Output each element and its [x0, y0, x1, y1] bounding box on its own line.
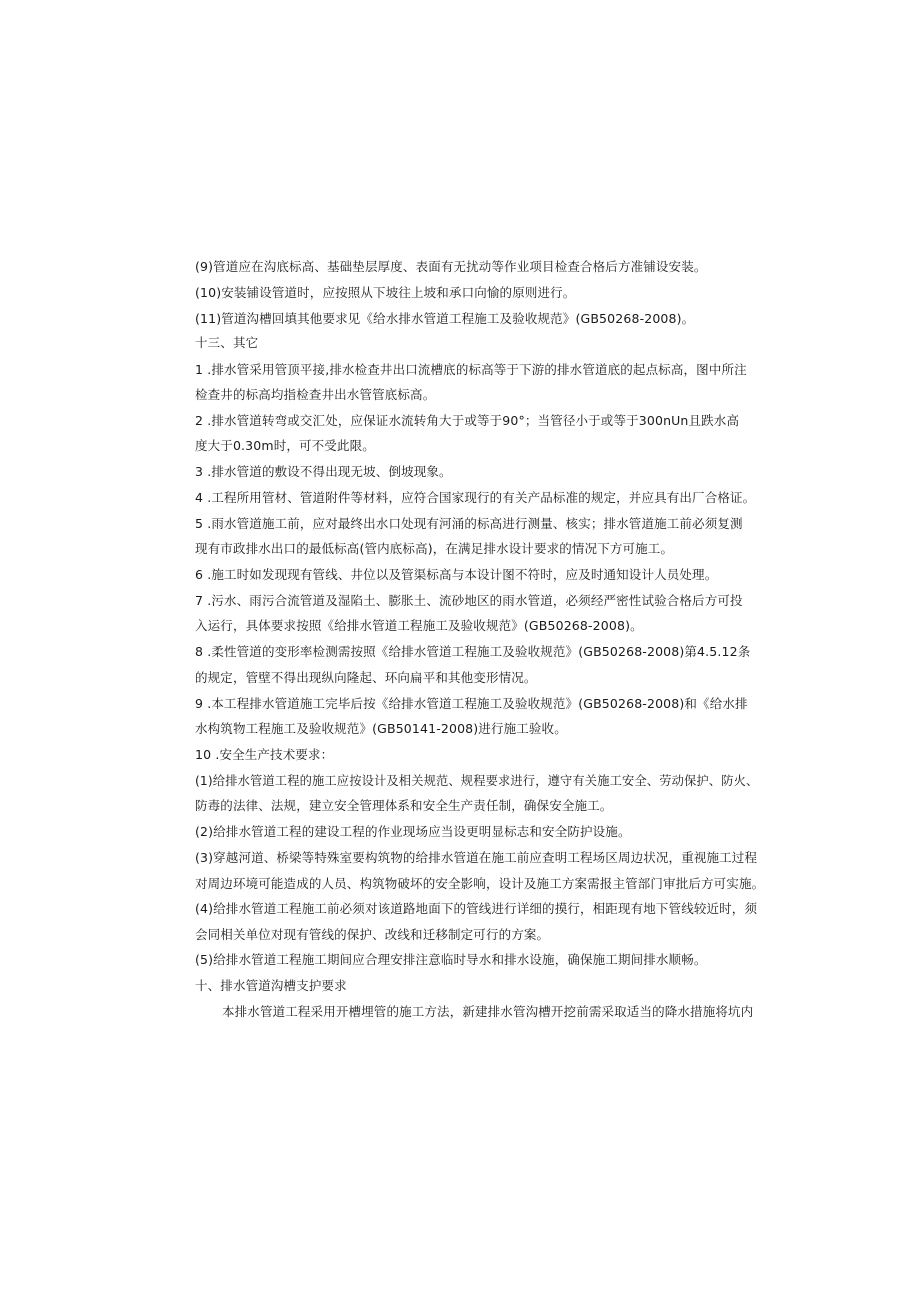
text-line: 4 .工程所用管材、管道附件等材料，应符合国家现行的有关产品标准的规定，并应具有出厂合格证。 [195, 490, 756, 505]
text-line: 6 .施工时如发现现有管线、井位以及管渠标高与本设计图不符时，应及时通知设计人员处理。 [195, 567, 718, 582]
text-line: 1 .排水管采用管顶平接,排水检查井出口流槽底的标高等于下游的排水管道底的起点标高，图中所注 [195, 362, 747, 377]
text-line: 现有市政排水出口的最低标高(管内底标高)，在满足排水设计要求的情况下方可施工。 [195, 541, 674, 556]
text-line: (10)安装铺设管道时，应按照从下坡往上坡和承口向愉的原则进行。 [195, 285, 576, 300]
text-line: (1)给排水管道工程的施工应按设计及相关规范、规程要求进行，遵守有关施工安全、劳动保护、防火、 [195, 774, 759, 788]
text-line: (5)给排水管道工程施工期间应合理安排注意临时导水和排水设施，确保施工期间排水顺畅。 [195, 952, 707, 967]
text-line: 度大于0.30m时，可不受此限。 [195, 438, 375, 453]
text-line: (9)管道应在沟底标高、基础垫层厚度、表面有无扰动等作业项目检查合格后方准铺设安装。 [195, 259, 707, 274]
text-line: (3)穿越河道、桥梁等特殊室要构筑物的给排水管道在施工前应查明工程场区周边状况，重视施工过程 [195, 850, 758, 865]
text-line: 防毒的法律、法规，建立安全管理体系和安全生产责任制，确保安全施工。 [195, 798, 613, 813]
text-line: 会同相关单位对现有管线的保护、改线和迁移制定可行的方案。 [195, 927, 550, 942]
text-line: 9 .本工程排水管道施工完毕后按《给排水管道工程施工及验收规范》(GB50268-2008)和《给水排 [195, 696, 748, 711]
text-line: 7 .污水、雨污合流管道及湿陷土、膨胀土、流砂地区的雨水管道，必须经严密性试验合格后方可投 [195, 593, 743, 608]
text-line: 10 .安全生产技术要求： [195, 747, 334, 762]
text-line: 检查井的标高均指检查井出水管管底标高。 [195, 387, 436, 402]
text-line: (4)给排水管道工程施工前必须对该道路地面下的管线进行详细的摸行，相距现有地下管线较近时，须 [195, 901, 758, 916]
text-line: 水构筑物工程施工及验收规范》(GB50141-2008)进行施工验收。 [195, 721, 567, 736]
text-line: 对周边环境可能造成的人员、构筑物破坏的安全影响，设计及施工方案需报主管部门审批后方可实施。 [195, 876, 765, 891]
section-heading: 十、排水管道沟槽支护要求 [195, 978, 347, 993]
section-heading: 十三、其它 [195, 335, 259, 350]
text-line: (11)管道沟槽回填其他要求见《给水排水管道工程施工及验收规范》(GB50268-2008)。 [195, 311, 695, 326]
text-line: 的规定，管壁不得出现纵向隆起、环向扁平和其他变形情况。 [195, 670, 537, 685]
text-line: 入运行，具体要求按照《给排水管道工程施工及验收规范》(GB50268-2008)。 [195, 618, 643, 633]
text-line: 3 .排水管道的敷设不得出现无坡、倒坡现象。 [195, 464, 452, 479]
text-line: 2 .排水管道转弯或交汇处，应保证水流转角大于或等于90°；当管径小于或等于300nUn且跌水高 [195, 413, 740, 428]
text-line: 5 .雨水管道施工前，应对最终出水口处现有河涌的标高进行测量、核实；排水管道施工前必须复测 [195, 516, 743, 531]
text-line: (2)给排水管道工程的建设工程的作业现场应当设更明显标志和安全防护设施。 [195, 824, 631, 839]
text-line: 8 .柔性管道的变形率检测需按照《给排水管道工程施工及验收规范》(GB50268-2008)第4.5.12条 [195, 644, 751, 659]
text-line: 本排水管道工程采用开槽埋管的施工方法，新建排水管沟槽开挖前需采取适当的降水措施将坑内 [222, 1004, 754, 1019]
